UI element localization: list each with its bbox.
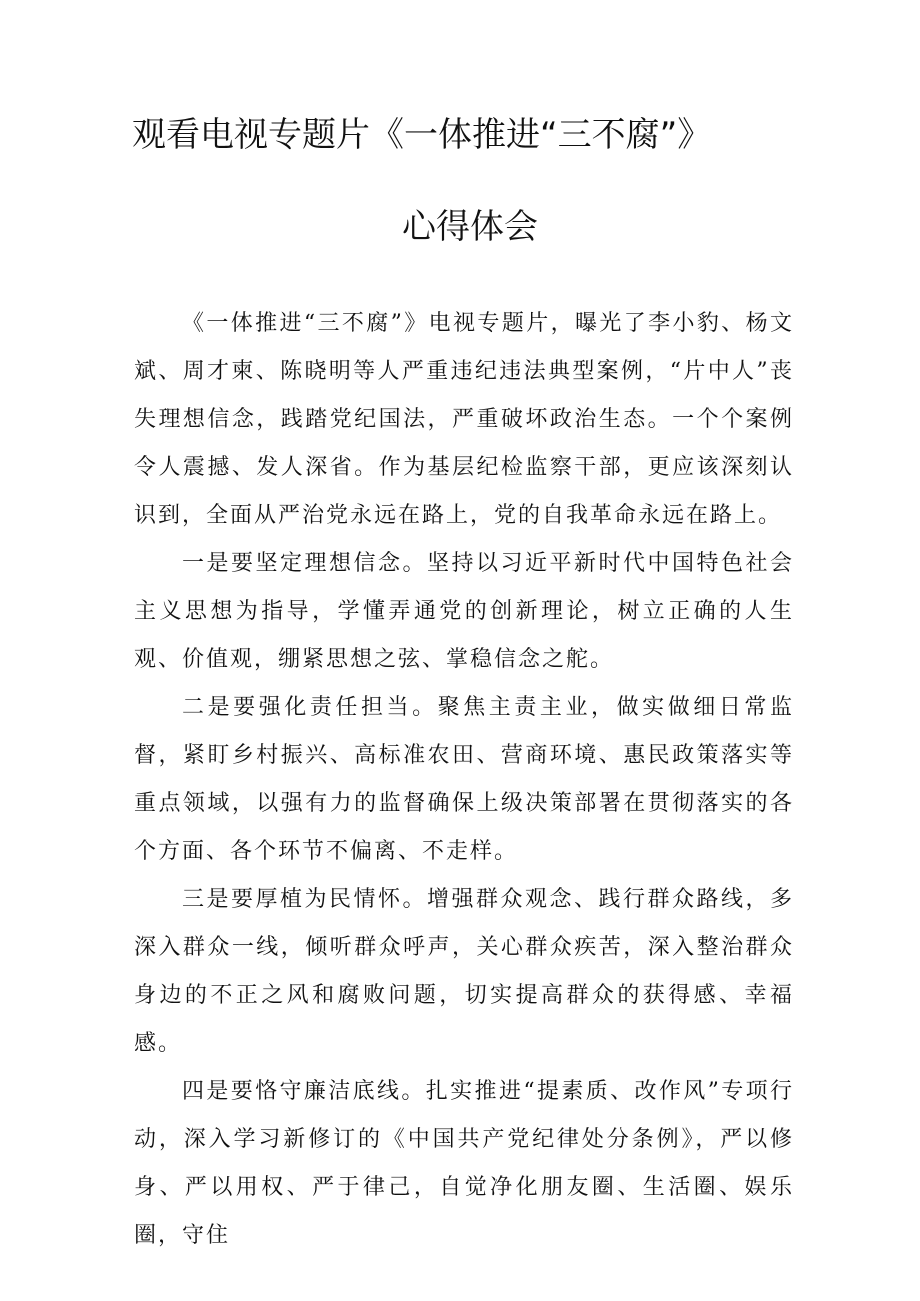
document-title-line-1: 观看电视专题片《一体推进“三不腐”》 <box>132 115 712 155</box>
paragraph-point-3: 三是要厚植为民情怀。增强群众观念、践行群众路线，多深入群众一线，倾听群众呼声，关心群众疾苦，深入整治群众身边的不正之风和腐败问题，切实提高群众的获得感、幸福感。 <box>134 887 794 1056</box>
paragraph-point-4: 四是要恪守廉洁底线。扎实推进“提素质、改作风”专项行动，深入学习新修订的《中国共产党纪律处分条例》，严以修身、严以用权、严于律己，自觉净化朋友圈、生活圈、娱乐圈，守住 <box>134 1079 794 1248</box>
document-title-line-2 <box>0 207 920 247</box>
paragraph-point-2: 二是要强化责任担当。聚焦主责主业，做实做细日常监督，紧盯乡村振兴、高标准农田、营商环境、惠民政策落实等重点领域，以强有力的监督确保上级决策部署在贯彻落实的各个方面、各个环节不偏离、不走样。 <box>134 695 794 864</box>
document-body <box>134 300 794 1260</box>
paragraph-point-1: 一是要坚定理想信念。坚持以习近平新时代中国特色社会主义思想为指导，学懂弄通党的创新理论，树立正确的人生观、价值观，绷紧思想之弦、掌稳信念之舵。 <box>134 551 794 672</box>
paragraph-intro: 《一体推进“三不腐”》电视专题片，曝光了李小豹、杨文斌、周才柬、陈晓明等人严重违纪违法典型案例，“片中人”丧失理想信念，践踏党纪国法，严重破坏政治生态。一个个案例令人震撼、发人深省。作为基层纪检监察干部，更应该深刻认识到，全面从严治党永远在路上，党的自我革命永远在路上。 <box>134 311 794 528</box>
document-title-line-2-text: 心得体会 <box>402 207 538 247</box>
